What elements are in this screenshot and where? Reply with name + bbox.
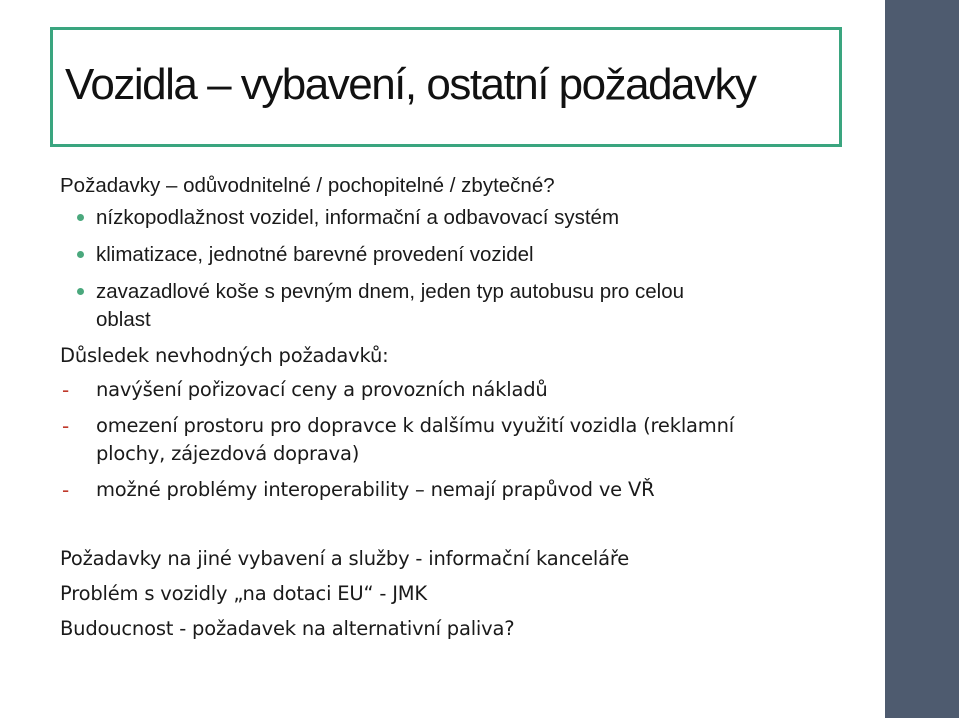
dash-icon: - <box>62 478 70 502</box>
consequence-item-continuation: plochy, zájezdová doprava) <box>96 442 360 465</box>
bullet-item-continuation: oblast <box>96 308 151 331</box>
sidebar-decoration <box>885 0 959 718</box>
bullet-item: nízkopodlažnost vozidel, informační a odbavovací systém <box>96 206 620 229</box>
closing-line: Budoucnost - požadavek na alternativní paliva? <box>60 617 515 640</box>
consequence-item: navýšení pořizovací ceny a provozních nákladů <box>96 378 548 401</box>
bullet-item: klimatizace, jednotné barevné provedení vozidel <box>96 243 534 266</box>
dash-icon: - <box>62 378 70 402</box>
bullet-icon <box>77 251 84 258</box>
slide-title: Vozidla – vybavení, ostatní požadavky <box>65 60 756 109</box>
consequence-item: možné problémy interoperability – nemají prapůvod ve VŘ <box>96 478 655 501</box>
consequence-item: omezení prostoru pro dopravce k dalšímu využití vozidla (reklamní <box>96 414 734 437</box>
requirements-heading: Požadavky – odůvodnitelné / pochopitelné / zbytečné? <box>60 174 555 197</box>
title-box <box>50 27 842 147</box>
dash-icon: - <box>62 414 70 438</box>
bullet-icon <box>77 288 84 295</box>
consequence-heading: Důsledek nevhodných požadavků: <box>60 344 389 367</box>
closing-line: Požadavky na jiné vybavení a služby - informační kanceláře <box>60 547 630 570</box>
bullet-item: zavazadlové koše s pevným dnem, jeden typ autobusu pro celou <box>96 280 685 303</box>
closing-line: Problém s vozidly „na dotaci EU“ - JMK <box>60 582 427 605</box>
bullet-icon <box>77 214 84 221</box>
